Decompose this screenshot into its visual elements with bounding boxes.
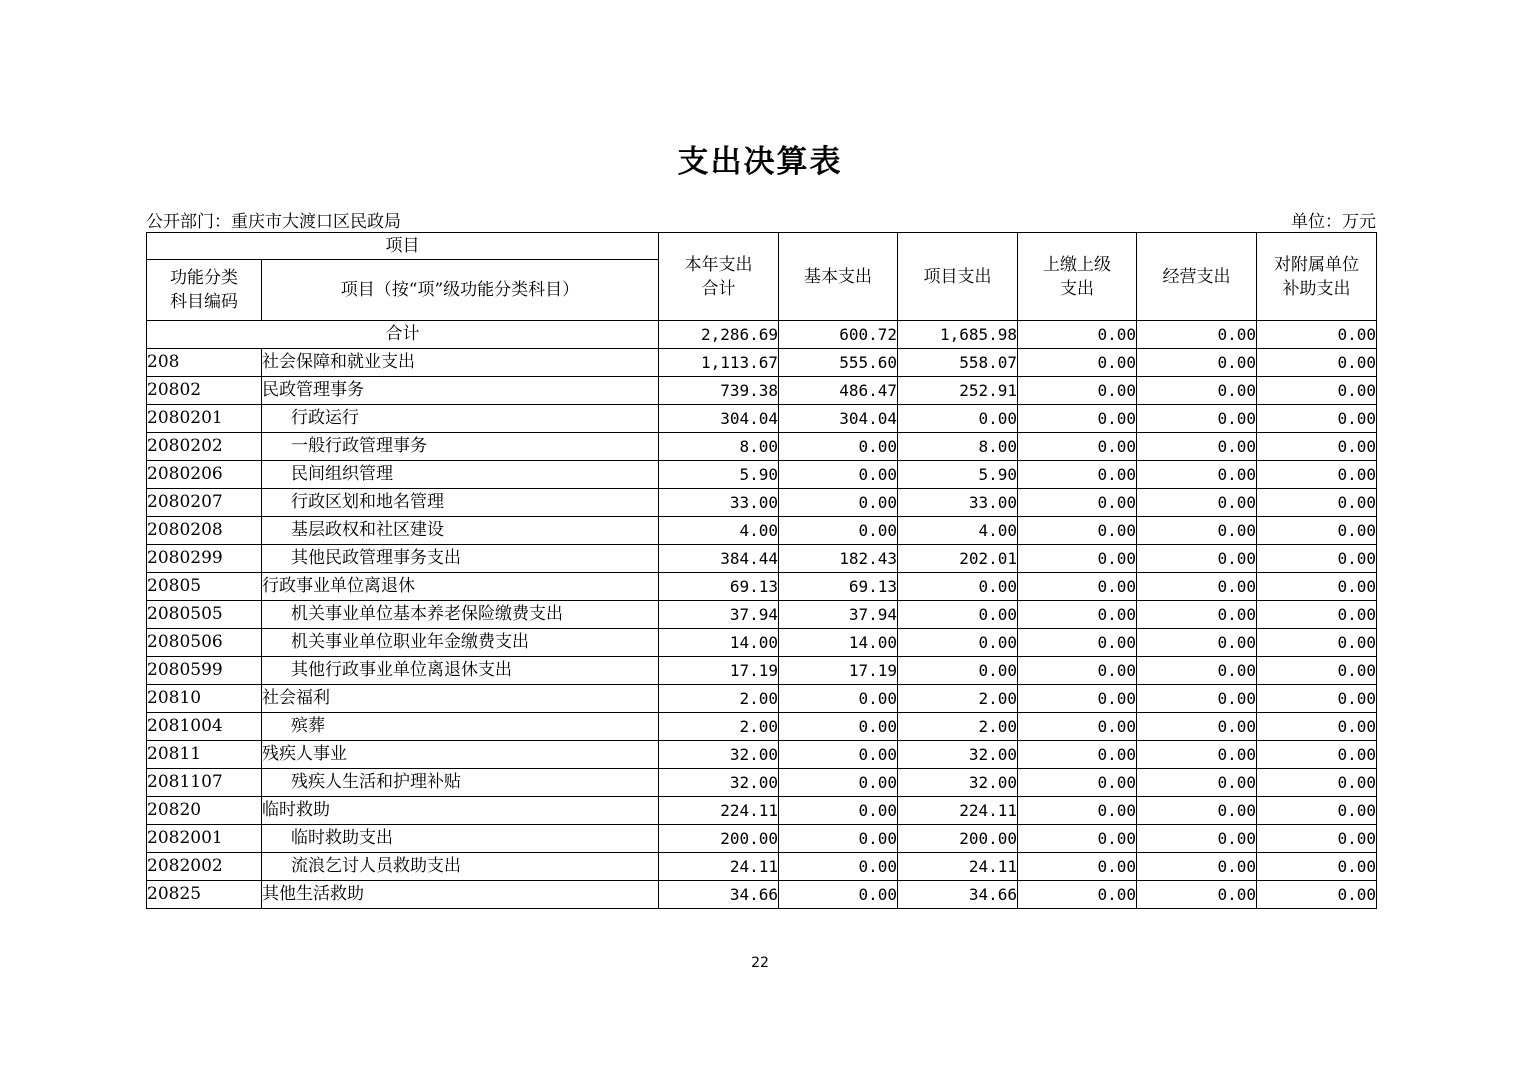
row-project: 0.00 xyxy=(898,629,1018,657)
row-business: 0.00 xyxy=(1137,769,1257,797)
row-remit: 0.00 xyxy=(1018,349,1137,377)
row-remit: 0.00 xyxy=(1018,769,1137,797)
row-code: 2082001 xyxy=(147,825,262,853)
row-business: 0.00 xyxy=(1137,881,1257,909)
row-code: 2080506 xyxy=(147,629,262,657)
row-name: 其他民政管理事务支出 xyxy=(262,545,659,573)
row-name: 临时救助支出 xyxy=(262,825,659,853)
row-name: 行政事业单位离退休 xyxy=(262,573,659,601)
row-remit: 0.00 xyxy=(1018,461,1137,489)
table-row xyxy=(147,769,1377,797)
total-row-label: 合计 xyxy=(147,321,659,349)
table-row xyxy=(147,461,1377,489)
row-project: 0.00 xyxy=(898,405,1018,433)
row-remit: 0.00 xyxy=(1018,517,1137,545)
row-project: 4.00 xyxy=(898,517,1018,545)
table-row xyxy=(147,405,1377,433)
row-basic: 0.00 xyxy=(779,741,898,769)
row-code: 2080201 xyxy=(147,405,262,433)
row-project: 8.00 xyxy=(898,433,1018,461)
row-subsidy: 0.00 xyxy=(1257,377,1377,405)
row-basic: 17.19 xyxy=(779,657,898,685)
row-code: 2080505 xyxy=(147,601,262,629)
row-total: 32.00 xyxy=(659,769,779,797)
row-project: 32.00 xyxy=(898,741,1018,769)
row-business: 0.00 xyxy=(1137,461,1257,489)
table-header xyxy=(147,233,1377,321)
row-name: 行政运行 xyxy=(262,405,659,433)
table-row xyxy=(147,657,1377,685)
row-remit: 0.00 xyxy=(1018,489,1137,517)
row-name: 机关事业单位职业年金缴费支出 xyxy=(262,629,659,657)
row-remit: 0.00 xyxy=(1018,377,1137,405)
row-code: 20820 xyxy=(147,797,262,825)
table-row xyxy=(147,853,1377,881)
row-name: 残疾人事业 xyxy=(262,741,659,769)
row-project: 2.00 xyxy=(898,713,1018,741)
row-name: 社会保障和就业支出 xyxy=(262,349,659,377)
row-total: 69.13 xyxy=(659,573,779,601)
row-total: 17.19 xyxy=(659,657,779,685)
row-remit: 0.00 xyxy=(1018,657,1137,685)
row-name: 民间组织管理 xyxy=(262,461,659,489)
row-basic: 0.00 xyxy=(779,685,898,713)
row-project: 558.07 xyxy=(898,349,1018,377)
total-row-total: 2,286.69 xyxy=(659,321,779,349)
row-code: 2080208 xyxy=(147,517,262,545)
row-subsidy: 0.00 xyxy=(1257,433,1377,461)
row-project: 2.00 xyxy=(898,685,1018,713)
row-subsidy: 0.00 xyxy=(1257,545,1377,573)
header-project: 项目支出 xyxy=(898,233,1018,321)
row-total: 34.66 xyxy=(659,881,779,909)
header-subsidy xyxy=(1257,233,1377,321)
row-business: 0.00 xyxy=(1137,377,1257,405)
row-basic: 0.00 xyxy=(779,797,898,825)
row-basic: 0.00 xyxy=(779,517,898,545)
row-total: 2.00 xyxy=(659,685,779,713)
table-body xyxy=(147,321,1377,909)
row-total: 304.04 xyxy=(659,405,779,433)
row-code: 2081004 xyxy=(147,713,262,741)
row-subsidy: 0.00 xyxy=(1257,349,1377,377)
expenditure-table xyxy=(146,232,1377,909)
row-basic: 0.00 xyxy=(779,881,898,909)
page-title: 支出决算表 xyxy=(677,144,843,180)
row-subsidy: 0.00 xyxy=(1257,573,1377,601)
row-remit: 0.00 xyxy=(1018,405,1137,433)
row-business: 0.00 xyxy=(1137,657,1257,685)
row-total: 33.00 xyxy=(659,489,779,517)
row-name: 残疾人生活和护理补贴 xyxy=(262,769,659,797)
header-total-text: 本年支出合计 xyxy=(684,254,753,299)
row-total: 5.90 xyxy=(659,461,779,489)
row-total: 224.11 xyxy=(659,797,779,825)
row-business: 0.00 xyxy=(1137,629,1257,657)
row-code: 2082002 xyxy=(147,853,262,881)
row-code: 20805 xyxy=(147,573,262,601)
page-number: 22 xyxy=(751,955,769,971)
row-basic: 14.00 xyxy=(779,629,898,657)
row-remit: 0.00 xyxy=(1018,853,1137,881)
row-subsidy: 0.00 xyxy=(1257,601,1377,629)
header-remit-text: 上缴上级支出 xyxy=(1043,254,1111,299)
row-name: 民政管理事务 xyxy=(262,377,659,405)
table-row xyxy=(147,629,1377,657)
row-total: 2.00 xyxy=(659,713,779,741)
header-total xyxy=(659,233,779,321)
row-basic: 486.47 xyxy=(779,377,898,405)
table-row xyxy=(147,573,1377,601)
header-name: 项目（按“项”级功能分类科目） xyxy=(262,260,659,321)
table-row xyxy=(147,377,1377,405)
row-business: 0.00 xyxy=(1137,797,1257,825)
row-project: 202.01 xyxy=(898,545,1018,573)
department-label: 公开部门：重庆市大渡口区民政局 xyxy=(146,212,401,232)
unit-label: 单位：万元 xyxy=(1291,212,1376,232)
row-business: 0.00 xyxy=(1137,349,1257,377)
row-code: 2080599 xyxy=(147,657,262,685)
table-row xyxy=(147,713,1377,741)
row-project: 32.00 xyxy=(898,769,1018,797)
row-business: 0.00 xyxy=(1137,545,1257,573)
row-basic: 182.43 xyxy=(779,545,898,573)
table-row xyxy=(147,601,1377,629)
header-business: 经营支出 xyxy=(1137,233,1257,321)
row-name: 其他行政事业单位离退休支出 xyxy=(262,657,659,685)
row-code: 2080206 xyxy=(147,461,262,489)
row-code: 20825 xyxy=(147,881,262,909)
table-row xyxy=(147,545,1377,573)
row-business: 0.00 xyxy=(1137,713,1257,741)
row-code: 2080202 xyxy=(147,433,262,461)
row-business: 0.00 xyxy=(1137,825,1257,853)
row-remit: 0.00 xyxy=(1018,741,1137,769)
row-subsidy: 0.00 xyxy=(1257,713,1377,741)
row-basic: 0.00 xyxy=(779,825,898,853)
row-total: 1,113.67 xyxy=(659,349,779,377)
row-subsidy: 0.00 xyxy=(1257,685,1377,713)
row-remit: 0.00 xyxy=(1018,545,1137,573)
row-basic: 0.00 xyxy=(779,489,898,517)
table-row xyxy=(147,517,1377,545)
row-subsidy: 0.00 xyxy=(1257,881,1377,909)
row-subsidy: 0.00 xyxy=(1257,405,1377,433)
row-total: 8.00 xyxy=(659,433,779,461)
row-name: 临时救助 xyxy=(262,797,659,825)
row-total: 384.44 xyxy=(659,545,779,573)
row-basic: 69.13 xyxy=(779,573,898,601)
total-row xyxy=(147,321,1377,349)
header-project-group: 项目 xyxy=(147,233,659,260)
row-project: 24.11 xyxy=(898,853,1018,881)
row-code: 20810 xyxy=(147,685,262,713)
row-basic: 0.00 xyxy=(779,853,898,881)
table-row xyxy=(147,433,1377,461)
row-name: 行政区划和地名管理 xyxy=(262,489,659,517)
row-remit: 0.00 xyxy=(1018,685,1137,713)
row-total: 739.38 xyxy=(659,377,779,405)
row-basic: 0.00 xyxy=(779,461,898,489)
row-business: 0.00 xyxy=(1137,573,1257,601)
table-row xyxy=(147,349,1377,377)
row-total: 4.00 xyxy=(659,517,779,545)
row-code: 20802 xyxy=(147,377,262,405)
row-project: 200.00 xyxy=(898,825,1018,853)
row-name: 殡葬 xyxy=(262,713,659,741)
row-code: 2081107 xyxy=(147,769,262,797)
row-name: 机关事业单位基本养老保险缴费支出 xyxy=(262,601,659,629)
row-name: 社会福利 xyxy=(262,685,659,713)
row-name: 其他生活救助 xyxy=(262,881,659,909)
row-project: 5.90 xyxy=(898,461,1018,489)
row-basic: 0.00 xyxy=(779,769,898,797)
table-row xyxy=(147,881,1377,909)
row-total: 200.00 xyxy=(659,825,779,853)
row-project: 224.11 xyxy=(898,797,1018,825)
row-project: 252.91 xyxy=(898,377,1018,405)
total-row-remit: 0.00 xyxy=(1018,321,1137,349)
row-remit: 0.00 xyxy=(1018,825,1137,853)
table-row xyxy=(147,825,1377,853)
row-basic: 304.04 xyxy=(779,405,898,433)
table-row xyxy=(147,741,1377,769)
row-subsidy: 0.00 xyxy=(1257,825,1377,853)
row-basic: 0.00 xyxy=(779,713,898,741)
row-remit: 0.00 xyxy=(1018,629,1137,657)
row-subsidy: 0.00 xyxy=(1257,461,1377,489)
header-basic: 基本支出 xyxy=(779,233,898,321)
row-basic: 555.60 xyxy=(779,349,898,377)
row-subsidy: 0.00 xyxy=(1257,657,1377,685)
row-remit: 0.00 xyxy=(1018,433,1137,461)
total-row-subsidy: 0.00 xyxy=(1257,321,1377,349)
total-row-business: 0.00 xyxy=(1137,321,1257,349)
row-code: 2080207 xyxy=(147,489,262,517)
row-business: 0.00 xyxy=(1137,405,1257,433)
row-subsidy: 0.00 xyxy=(1257,489,1377,517)
header-code xyxy=(147,260,262,321)
row-remit: 0.00 xyxy=(1018,797,1137,825)
row-business: 0.00 xyxy=(1137,489,1257,517)
row-total: 24.11 xyxy=(659,853,779,881)
row-subsidy: 0.00 xyxy=(1257,517,1377,545)
row-business: 0.00 xyxy=(1137,741,1257,769)
row-name: 基层政权和社区建设 xyxy=(262,517,659,545)
row-code: 20811 xyxy=(147,741,262,769)
total-row-project: 1,685.98 xyxy=(898,321,1018,349)
row-subsidy: 0.00 xyxy=(1257,741,1377,769)
row-project: 33.00 xyxy=(898,489,1018,517)
row-total: 14.00 xyxy=(659,629,779,657)
row-name: 流浪乞讨人员救助支出 xyxy=(262,853,659,881)
header-remit xyxy=(1018,233,1137,321)
table-row xyxy=(147,685,1377,713)
row-project: 34.66 xyxy=(898,881,1018,909)
row-subsidy: 0.00 xyxy=(1257,769,1377,797)
row-remit: 0.00 xyxy=(1018,881,1137,909)
header-code-text: 功能分类科目编码 xyxy=(170,268,238,312)
row-project: 0.00 xyxy=(898,573,1018,601)
table-row xyxy=(147,797,1377,825)
row-subsidy: 0.00 xyxy=(1257,853,1377,881)
row-subsidy: 0.00 xyxy=(1257,629,1377,657)
row-business: 0.00 xyxy=(1137,517,1257,545)
row-code: 208 xyxy=(147,349,262,377)
row-basic: 37.94 xyxy=(779,601,898,629)
row-business: 0.00 xyxy=(1137,853,1257,881)
row-total: 32.00 xyxy=(659,741,779,769)
row-business: 0.00 xyxy=(1137,685,1257,713)
row-basic: 0.00 xyxy=(779,433,898,461)
row-project: 0.00 xyxy=(898,657,1018,685)
header-subsidy-text: 对附属单位补助支出 xyxy=(1274,254,1359,299)
row-business: 0.00 xyxy=(1137,433,1257,461)
row-remit: 0.00 xyxy=(1018,713,1137,741)
total-row-basic: 600.72 xyxy=(779,321,898,349)
table-row xyxy=(147,489,1377,517)
row-total: 37.94 xyxy=(659,601,779,629)
row-remit: 0.00 xyxy=(1018,573,1137,601)
row-subsidy: 0.00 xyxy=(1257,797,1377,825)
row-remit: 0.00 xyxy=(1018,601,1137,629)
row-code: 2080299 xyxy=(147,545,262,573)
row-business: 0.00 xyxy=(1137,601,1257,629)
row-project: 0.00 xyxy=(898,601,1018,629)
row-name: 一般行政管理事务 xyxy=(262,433,659,461)
